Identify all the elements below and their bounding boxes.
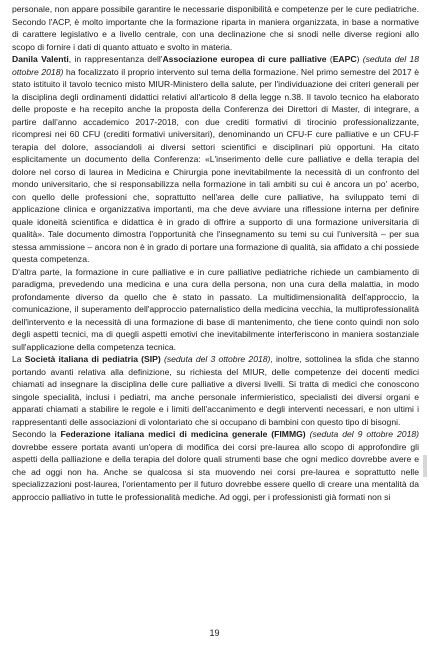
text-run: dovrebbe essere portata avanti un'opera di modifica dei corsi pre-laurea allo scopo di approfondire gli aspetti della palliazione e della terapia del dolore quali strumenti base che ogni medico dovrebbe avere e che ad oggi non ha. Anche se qualcosa si sta muovendo nei corsi pre-laurea e soprattutto nelle specializzazioni post-laurea, l'orientamento per il futuro dovrebbe essere quello di creare una mentalità da approccio palliativo in tutte le professionalità mediche. Ad oggi, per i professionisti già formati non si <box>12 441 419 502</box>
text-run: (seduta del 9 ottobre 2018) <box>309 429 419 439</box>
text-run: (seduta del 3 ottobre 2018) <box>163 354 271 364</box>
text-run: , inoltre, sottolinea la sfida che stanno portando avanti relativa alla definizione, su richiesta del MIUR, delle competenze dei docenti medici chiamati ad insegnare la disciplina delle cure palliative a diversi livelli. Si tratta di medici che conoscono singole specialità, inclusi i pediatri, ma anche personale infermieristico, specialisti dei diversi organi e apparati chiamati a stabilire le regole e i limiti dell'accanimento e degli interventi necessari, e non ultimi i rappresentanti delle associazioni di volontariato che si occupano di bambini con questo tipo di bisogni. <box>12 354 420 427</box>
text-run: D'altra parte, la formazione in cure palliative e in cure palliative pediatriche richiede un cambiamento di paradigma, prevedendo una medicina e una cura della persona, non una cura della malattia, in modo profondamente diverso da quello che è stato in passato. La multidimensionalità dell'approccio, la comunicazione, il superamento dell'approccio paternalistico della medicina vecchia, la multiprofessionalità dell'intervento e la necessità di una formazione di base di mantenimento, che tiene conto quindi non solo degli aspetti tecnici, ma di quegli aspetti emotivi che inevitabilmente interferiscono in maniera sostanziale sull'applicazione della competenza tecnica. <box>12 266 419 352</box>
paragraph-acp-training <box>12 3 419 53</box>
text-run: ) <box>356 54 363 64</box>
text-run: ha focalizzato il proprio intervento sul tema della formazione. Nel primo semestre del 2017 è stato istituito il tavolo tecnico misto MIUR-Ministero della salute, per l'individuazione dei criteri generali per la disciplina degli ordinamenti didattici relativi all'articolo 8 della legge n.38. Il tavolo tecnico ha elaborato delle proposte e ha recepito anche la proposta della Conferenza dei Direttori di Master, di integrare, a partire dall'anno accademico 2017-2018, con due crediti formativi di tirocinio professionalizzante, ricompresi nei 60 CFU (crediti formativi universitari), denominando un CFU-F cure palliative e un CFU-F terapia del dolore, associandoli ai diversi settori scientifici e disciplinari più opportuni. Ha citato esplicitamente un documento della Conferenza: «L'inserimento delle cure palliative e della terapia del dolore nel corso di laurea in Medicina e Chirurgia pone inevitabilmente la necessità di un confronto del mondo universitario, che si responsabilizza nella formazione in tali ambiti su cui è ancora un po' acerbo, con quello delle professioni che, soprattutto nell'area delle cure palliative, ha sviluppato temi di applicazione clinica e organizzativa importanti, ma che deve avviare una riflessione interna per definire quale idoneità scientifica e didattica è in grado di offrire a supporto di una formazione universitaria di qualità». Tale documento dimostra l'opportunità che l'insegnamento su temi su cui l'università – per sua stessa ammissione – ancora non è in grado di portare una formazione di qualità, sia affidato a chi possiede questa competenza. <box>12 66 419 264</box>
text-run: Società italiana di pediatria (SIP) <box>24 354 161 364</box>
text-run: personale, non appare possibile garantire le necessarie disponibilità e competenze per le cure pediatriche. Secondo l'ACP, è molto importante che la formazione riparta in maniera organizzata, in base a normative di carattere legislativo e a livello centrale, con una declinazione che si snodi nelle diverse regioni allo scopo di fornire i dati di quanto attuato e svolto in materia. <box>12 4 419 52</box>
paragraph-fimmg <box>12 428 419 503</box>
document-body <box>12 3 419 503</box>
page-number: 19 <box>209 628 220 638</box>
text-run: EAPC <box>332 54 357 64</box>
text-run: Secondo la <box>12 429 61 439</box>
text-run: Danila Valenti <box>12 54 69 64</box>
text-run: Federazione italiana medici di medicina generale (FIMMG) <box>60 429 306 439</box>
paragraph-sip <box>12 353 419 428</box>
text-run: La <box>12 354 25 364</box>
text-run: Associazione europea di cure palliative <box>162 54 327 64</box>
scan-margin-mark <box>423 455 427 477</box>
text-run: (seduta del 18 ottobre 2018) <box>12 54 420 77</box>
text-run: ( <box>326 54 333 64</box>
paragraph-eapc <box>12 53 419 266</box>
text-run: , in rappresentanza dell' <box>68 54 163 64</box>
paragraph-paradigm-change <box>12 266 419 354</box>
